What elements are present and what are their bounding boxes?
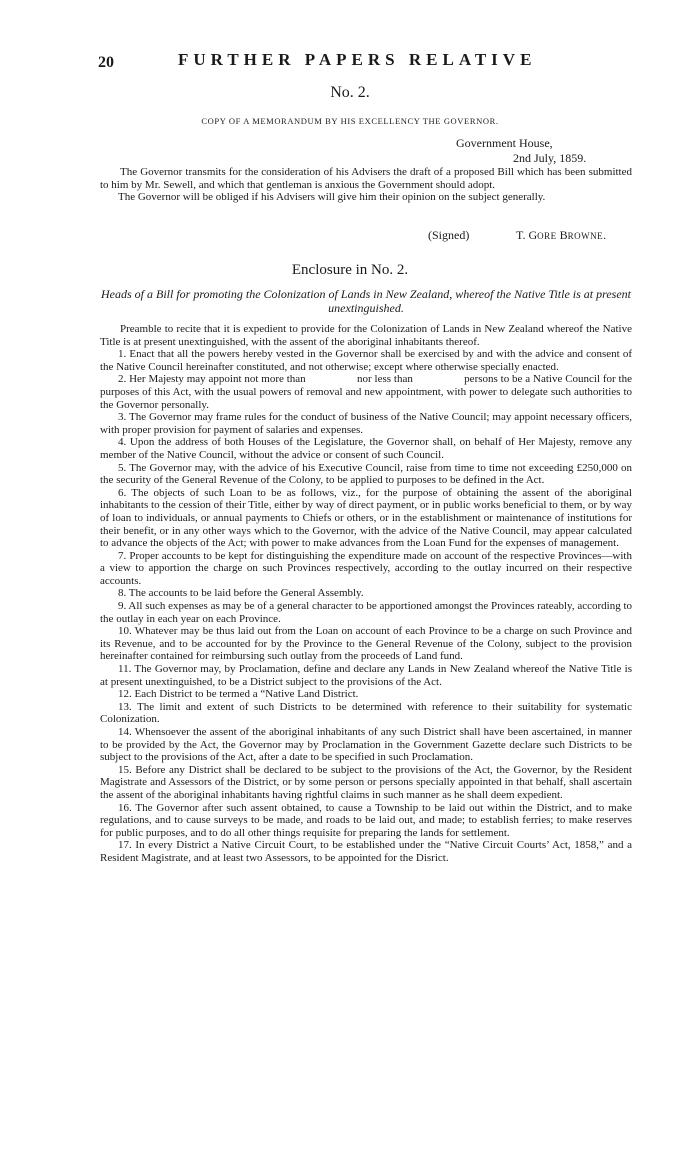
memo-heading: COPY OF A MEMORANDUM BY HIS EXCELLENCY THE GOVERNOR.	[201, 116, 499, 126]
bill-title: Heads of a Bill for promoting the Colonization of Lands in New Zealand, whereof the Native Title is at present unextinguished.	[101, 287, 631, 315]
clause-paragraph: 7. Proper accounts to be kept for distinguishing the expenditure made on account of the respective Provinces—with a view to apportion the charge on such Provinces respectively, according to the outlay incurred on their respective accounts.	[100, 549, 632, 587]
bill-heads	[100, 323, 635, 865]
clause-paragraph: 11. The Governor may, by Proclamation, define and declare any Lands in New Zealand whereof the Native Title is at present unextinguished, to be a District subject to the provisions of the Act.	[100, 663, 632, 688]
clause-paragraph: 6. The objects of such Loan to be as follows, viz., for the purpose of obtaining the assent of the aboriginal inhabitants to the cession of their Title, either by way of direct payment, or in public works beneficial to them, or by way of loan to individuals, or annual payments to Chiefs or others, or in the establishment or maintenance of institutions for their benefit, or in any other ways which to the Governor, with the advice of the Native Council, may appear calculated to advance the objects of the Act; with power to make advances from the Loan Fund for the expenses of management.	[100, 486, 632, 550]
memo-date: 2nd July, 1859.	[513, 151, 587, 165]
memo-paragraph: The Governor will be obliged if his Advisers will give him their opinion on the subject generally.	[118, 191, 546, 204]
clause-paragraph: 15. Before any District shall be declared to be subject to the provisions of the Act, the Governor, by the Resident Magistrate and Assessors of the District, or by some person or persons specially appointed in that behalf, shall ascertain the assent of the aboriginal inhabitants having rightful claims in such manner as he shall deem expedient.	[100, 763, 632, 801]
signatory-name-part: T. G	[516, 228, 538, 242]
memo-paragraph: The Governor transmits for the consideration of his Advisers the draft of a proposed Bill which has been submitted to him by Mr. Sewell, and which that gentleman is anxious the Government should adopt.	[100, 166, 632, 191]
preamble-paragraph: Preamble to recite that it is expedient to provide for the Colonization of Lands in New Zealand whereof the Native Title is at present unextinguished, with the assent of the aboriginal inhabitants thereof.	[100, 323, 632, 348]
clause-paragraph: 14. Whensoever the assent of the aboriginal inhabitants of any such District shall have been ascertained, in manner to be provided by the Act, the Governor may by Proclamation in the Government Gazette declare such Districts to be subject to the provisions of the Act, after a date to be specified in such Proclamation.	[100, 726, 632, 764]
page-number: 20	[98, 54, 114, 71]
memo-address: Government House,	[456, 136, 553, 150]
running-head: FURTHER PAPERS RELATIVE	[178, 50, 537, 69]
clause-paragraph: 17. In every District a Native Circuit Court, to be established under the “Native Circuit Courts’ Act, 1858,” and a Resident Magistrate, and at least two Assessors, to be appointed for the Disrict.	[100, 839, 632, 864]
clause-paragraph: 3. The Governor may frame rules for the conduct of business of the Native Council; may appoint necessary officers, with proper provision for payment of salaries and expenses.	[100, 411, 632, 436]
signatory-name-part: B	[559, 228, 568, 242]
clause-paragraph: 8. The accounts to be laid before the General Assembly.	[118, 587, 364, 600]
signatory-name-part: .	[603, 228, 607, 242]
clause-paragraph: 1. Enact that all the powers hereby vested in the Governor shall be exercised by and with the advice and consent of the Native Council hereinafter constituted, and not otherwise; except where otherwise specially enacted.	[100, 348, 632, 373]
signed-label: (Signed)	[428, 228, 470, 242]
memo-body	[100, 166, 632, 204]
clause-paragraph: 10. Whatever may be thus laid out from the Loan on account of each Province to be a charge on such Province and its Revenue, and to be accounted for by the Province to the General Revenue of the Colony, subject to the provision hereinafter contained for reimbursing such outlay from the proceeds of Land fund.	[100, 625, 632, 663]
document-number: No. 2.	[330, 84, 370, 101]
enclosure-title: Enclosure in No. 2.	[291, 262, 409, 278]
clause-paragraph: 4. Upon the address of both Houses of the Legislature, the Governor shall, on behalf of Her Majesty, remove any member of the Native Council, without the advice or consent of such Council.	[100, 436, 632, 461]
clause-paragraph: 13. The limit and extent of such Districts to be determined with reference to their suitability for systematic Colonization.	[100, 700, 632, 726]
clause-paragraph: 9. All such expenses as may be of a general character to be apportioned amongst the Provinces rateably, according to the outlay in each year on each Province.	[100, 600, 632, 625]
clause-paragraph: 16. The Governor after such assent obtained, to cause a Township to be laid out within the District, and to make regulations, and to cause surveys to be made, and roads to be laid out, and made; to establish ferries; to make reserves for public purposes, and to do all other things requisite for preparing the lands for settlement.	[100, 801, 632, 839]
signatory-name-part: ROWNE	[567, 231, 604, 241]
clause-paragraph: 2. Her Majesty may appoint not more than nor less than persons to be a Native Council for the purposes of this Act, with the usual powers of removal and new appointment, with power to delegate such authorities to the Governor personally.	[100, 373, 635, 411]
clause-paragraph: 12. Each District to be termed a “Native Land District.	[118, 688, 359, 701]
signatory-name	[516, 228, 606, 243]
signatory-name-part: ORE	[537, 231, 557, 241]
clause-paragraph: 5. The Governor may, with the advice of his Executive Council, raise from time to time not exceeding £250,000 on the security of the General Revenue of the Colony, to be applied to purposes to be defined in the Act.	[100, 461, 632, 487]
